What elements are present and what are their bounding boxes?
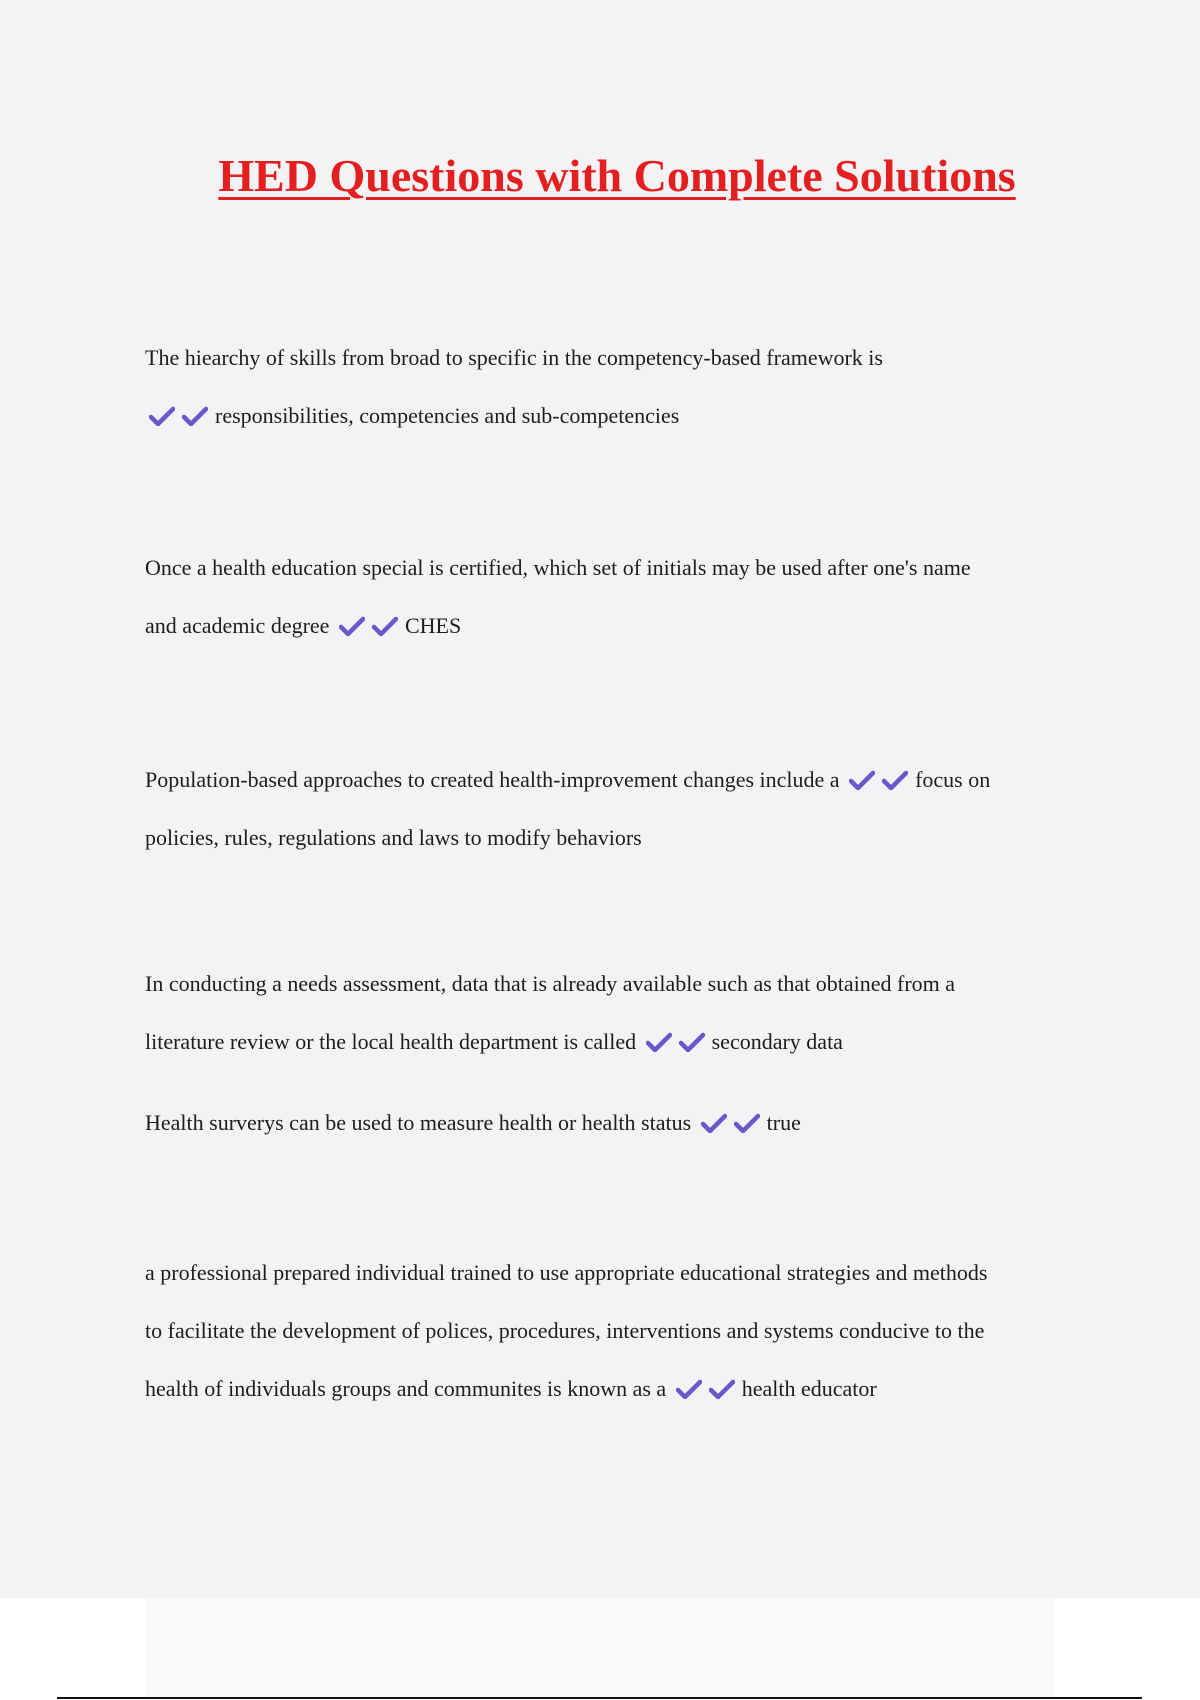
answer-text: policies, rules, regulations and laws to modify behaviors xyxy=(145,825,642,850)
check-icon xyxy=(372,616,398,636)
answer-line xyxy=(145,597,1080,655)
double-check-icons xyxy=(149,387,215,445)
check-icon xyxy=(646,1032,672,1052)
question-text: Health surverys can be used to measure health or health status xyxy=(145,1110,692,1135)
answer-text: true xyxy=(766,1110,801,1135)
qa-item-3 xyxy=(145,751,1080,867)
question-line xyxy=(145,751,1080,809)
double-check-icons xyxy=(676,1360,742,1418)
check-icon xyxy=(701,1113,727,1133)
check-icon xyxy=(339,616,365,636)
check-icon xyxy=(849,770,875,790)
qa-item-6 xyxy=(145,1244,1080,1418)
qa-item-2 xyxy=(145,539,1080,655)
answer-text: focus on xyxy=(915,767,991,792)
answer-line xyxy=(145,387,1080,445)
question-line xyxy=(145,1094,1080,1152)
check-icon xyxy=(734,1113,760,1133)
answer-text: responsibilities, competencies and sub-competencies xyxy=(215,403,680,428)
question-text: to facilitate the development of polices, procedures, interventions and systems conducive to the xyxy=(145,1318,985,1343)
question-text: literature review or the local health department is called xyxy=(145,1029,637,1054)
qa-item-5 xyxy=(145,1094,1080,1152)
check-icon xyxy=(679,1032,705,1052)
question-text: The hiearchy of skills from broad to specific in the competency-based framework is xyxy=(145,345,883,370)
document-title: HED Questions with Complete Solutions xyxy=(218,150,1016,201)
answer-text: secondary data xyxy=(711,1029,843,1054)
question-text: health of individuals groups and communites is known as a xyxy=(145,1376,667,1401)
answer-line xyxy=(145,1013,1080,1071)
qa-item-4 xyxy=(145,955,1080,1071)
qa-item-1 xyxy=(145,329,1080,445)
check-icon xyxy=(182,406,208,426)
question-text: Population-based approaches to created health-improvement changes include a xyxy=(145,767,840,792)
answer-line xyxy=(145,1360,1080,1418)
question-text: and academic degree xyxy=(145,613,330,638)
check-icon xyxy=(676,1379,702,1399)
double-check-icons xyxy=(339,597,405,655)
check-icon xyxy=(149,406,175,426)
question-text: a professional prepared individual trained to use appropriate educational strategies and methods xyxy=(145,1260,988,1285)
answer-text: health educator xyxy=(741,1376,877,1401)
double-check-icons xyxy=(646,1013,712,1071)
double-check-icons xyxy=(701,1094,767,1152)
question-text: Once a health education special is certified, which set of initials may be used after one's name xyxy=(145,555,971,580)
page-bottom-strip xyxy=(145,1598,1055,1698)
answer-text: CHES xyxy=(404,613,462,638)
double-check-icons xyxy=(849,751,915,809)
check-icon xyxy=(709,1379,735,1399)
check-icon xyxy=(882,770,908,790)
question-text: In conducting a needs assessment, data that is already available such as that obtained from a xyxy=(145,971,956,996)
footer-divider xyxy=(57,1697,1142,1699)
